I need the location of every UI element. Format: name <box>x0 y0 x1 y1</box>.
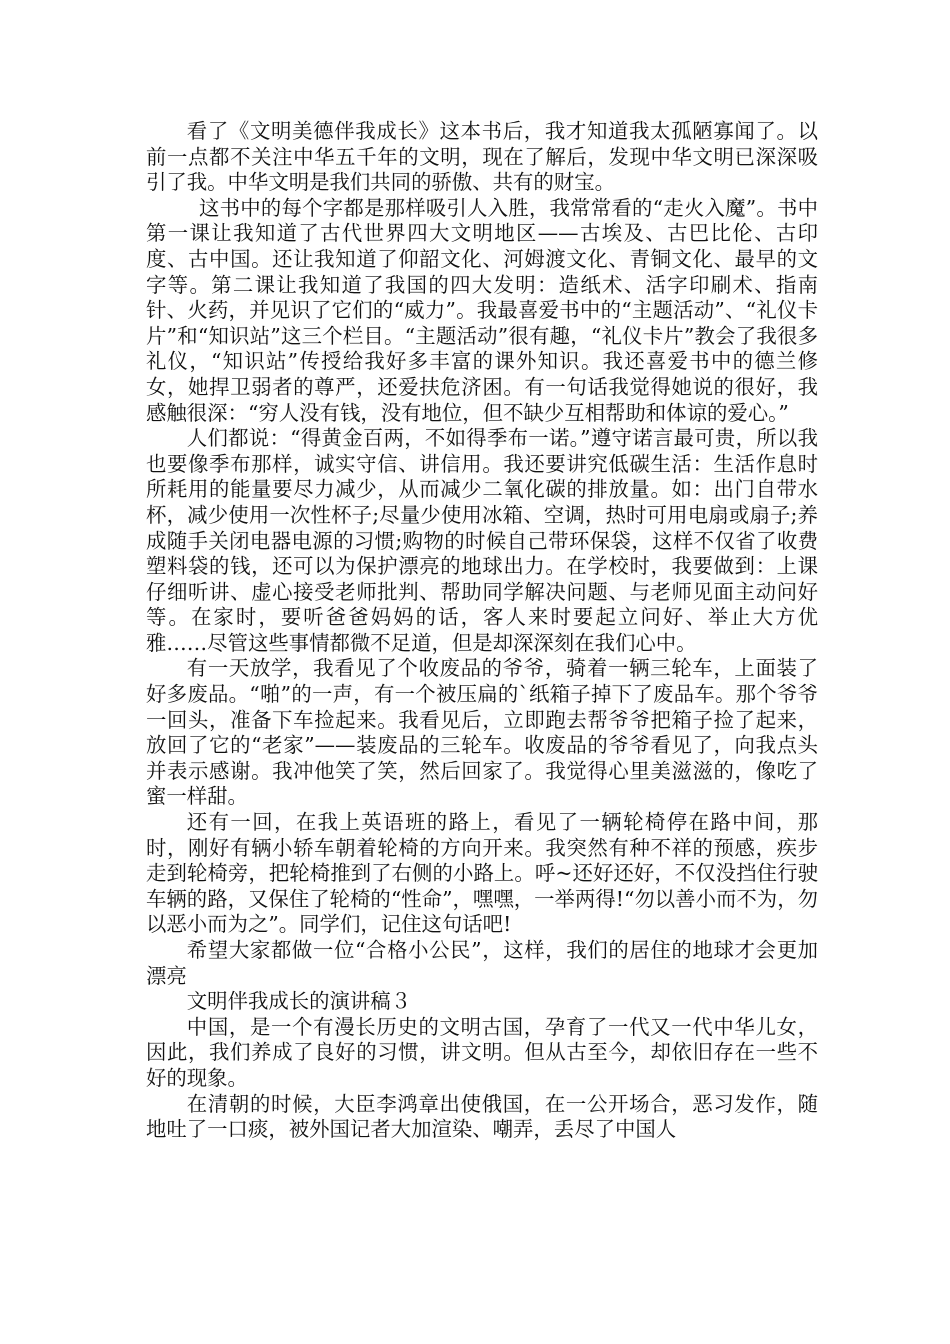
paragraph-2: 这书中的每个字都是那样吸引人入胜，我常常看的“走火入魔”。书中第一课让我知道了古代世界四大文明地区——古埃及、古巴比伦、古印度、古中国。还让我知道了仰韶文化、河姆渡文化、青铜文化、最早的文字等。第二课让我知道了我国的四大发明：造纸术、活字印刷术、指南针、火药，并见识了它们的“威力”。我最喜爱书中的“主题活动”、“礼仪卡片”和“知识站”这三个栏目。“主题活动”很有趣，“礼仪卡片”教会了我很多礼仪，“知识站”传授给我好多丰富的课外知识。我还喜爱书中的德兰修女，她捍卫弱者的尊严，还爱扶危济困。有一句话我觉得她说的很好，我感触很深：“穷人没有钱，没有地位，但不缺少互相帮助和体谅的爱心。” <box>146 195 818 425</box>
section-title: 文明伴我成长的演讲稿３ <box>186 989 412 1014</box>
section-paragraph-1: 中国，是一个有漫长历史的文明古国，孕育了一代又一代中华儿女，因此，我们养成了良好的习惯，讲文明。但从古至今，却依旧存在一些不好的现象。 <box>146 1014 818 1090</box>
paragraph-5: 还有一回，在我上英语班的路上，看见了一辆轮椅停在路中间，那时，刚好有辆小轿车朝着轮椅的方向开来。我突然有种不祥的预感，疾步走到轮椅旁，把轮椅推到了右侧的小路上。呼~还好还好，不仅没挡住行驶车辆的路，又保住了轮椅的“性命”，嘿嘿，一举两得!“勿以善小而不为，勿以恶小而为之”。同学们，记住这句话吧! <box>146 810 818 937</box>
paragraph-4: 有一天放学，我看见了个收废品的爷爷，骑着一辆三轮车，上面装了好多废品。“啪”的一声，有一个被压扁的`纸箱子掉下了废品车。那个爷爷一回头，准备下车捡起来。我看见后，立即跑去帮爷爷把箱子捡了起来，放回了它的“老家”——装废品的三轮车。收废品的爷爷看见了，向我点头并表示感谢。我冲他笑了笑，然后回家了。我觉得心里美滋滋的，像吃了蜜一样甜。 <box>146 656 818 809</box>
paragraph-1: 看了《文明美德伴我成长》这本书后，我才知道我太孤陋寡闻了。以前一点都不关注中华五千年的文明，现在了解后，发现中华文明已深深吸引了我。中华文明是我们共同的骄傲、共有的财宝。 <box>146 119 818 195</box>
paragraph-3: 人们都说：“得黄金百两，不如得季布一诺。”遵守诺言最可贵，所以我也要像季布那样，诚实守信、讲信用。我还要讲究低碳生活：生活作息时所耗用的能量要尽力减少，从而减少二氧化碳的排放量。如：出门自带水杯，减少使用一次性杯子;尽量少使用冰箱、空调，热时可用电扇或扇子;养成随手关闭电器电源的习惯;购物的时候自己带环保袋，这样不仅省了收费塑料袋的钱，还可以为保护漂亮的地球出力。在学校时，我要做到：上课仔细听讲、虚心接受老师批判、帮助同学解决问题、与老师见面主动问好等。在家时，要听爸爸妈妈的话，客人来时要起立问好、举止大方优雅……尽管这些事情都微不足道，但是却深深刻在我们心中。 <box>146 426 818 655</box>
section-paragraph-2: 在清朝的时候，大臣李鸿章出使俄国，在一公开场合，恶习发作，随地吐了一口痰，被外国记者大加渲染、嘲弄，丢尽了中国人 <box>146 1091 818 1142</box>
document-page <box>146 119 818 1143</box>
paragraph-6: 希望大家都做一位“合格小公民”，这样，我们的居住的地球才会更加漂亮 <box>146 938 818 988</box>
